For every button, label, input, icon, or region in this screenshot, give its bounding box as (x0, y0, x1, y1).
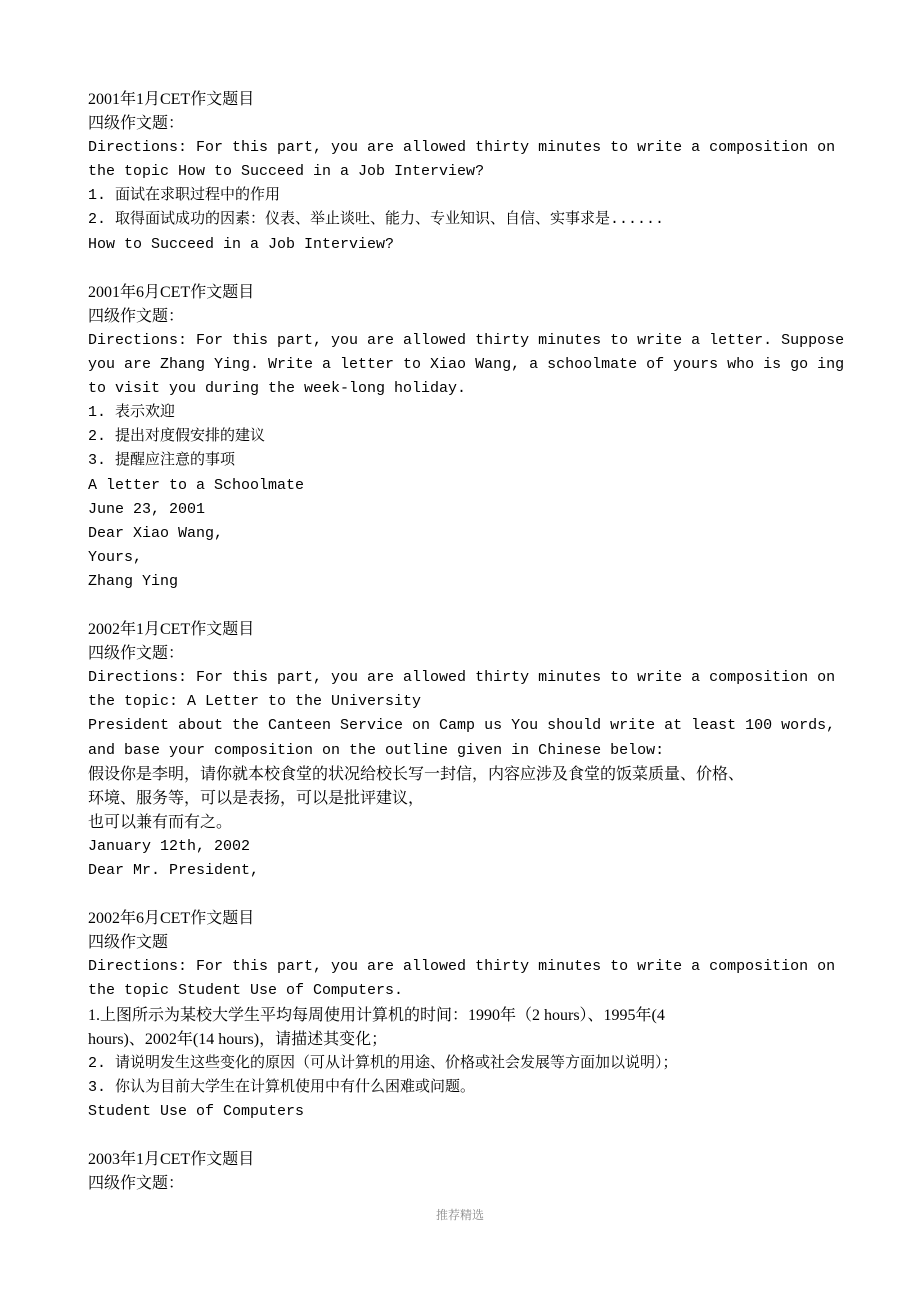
text-line: the topic: A Letter to the University (88, 693, 422, 711)
text-line: 3. 提醒应注意的事项 (88, 452, 236, 470)
text-line: 2. 取得面试成功的因素：仪表、举止谈吐、能力、专业知识、自信、实事求是...... (88, 211, 665, 229)
text-line: 四级作文题： (88, 115, 185, 133)
text-line: 四级作文题 (88, 934, 169, 952)
exam-section (88, 907, 848, 1124)
text-line: President about the Canteen Service on Camp us You should write at least 100 words, (88, 717, 836, 735)
blank-line (88, 257, 848, 281)
section-title: 2003年1月CET作文题目 (88, 1151, 255, 1169)
blank-line (88, 883, 848, 907)
exam-section (88, 281, 848, 594)
exam-section (88, 88, 848, 257)
text-line: Student Use of Computers (88, 1102, 305, 1120)
section-title: 2001年1月CET作文题目 (88, 91, 255, 108)
text-line: Dear Xiao Wang, (88, 524, 224, 542)
text-line: you are Zhang Ying. Write a letter to Xiao Wang, a schoolmate of yours who is go ing (88, 356, 845, 374)
text-line: Directions: For this part, you are allowed thirty minutes to write a composition on (88, 958, 836, 976)
text-line: 2. 请说明发生这些变化的原因（可从计算机的用途、价格或社会发展等方面加以说明）； (88, 1054, 678, 1072)
text-line: 四级作文题： (88, 1175, 185, 1193)
text-line: and base your composition on the outline given in Chinese below: (88, 741, 665, 759)
text-line: 假设你是李明，请你就本校食堂的状况给校长写一封信，内容应涉及食堂的饭菜质量、价格、 (88, 765, 745, 783)
text-line: Yours, (88, 548, 143, 566)
text-line: Directions: For this part, you are allowed thirty minutes to write a composition on (88, 669, 836, 687)
text-line: 2. 提出对度假安排的建议 (88, 428, 266, 446)
text-line: 四级作文题： (88, 307, 185, 325)
text-line: the topic Student Use of Computers. (88, 982, 404, 1000)
text-line: A letter to a Schoolmate (88, 476, 305, 494)
text-line: 也可以兼有而有之。 (88, 813, 233, 831)
section-title: 2002年6月CET作文题目 (88, 910, 255, 928)
text-line: 1.上图所示为某校大学生平均每周使用计算机的时间：1990年（2 hours）、1995年(4 (88, 1006, 665, 1024)
text-line: 3. 你认为目前大学生在计算机使用中有什么困难或问题。 (88, 1078, 476, 1096)
exam-section (88, 618, 848, 883)
text-line: hours)、2002年(14 hours)，请描述其变化； (88, 1030, 388, 1048)
exam-section (88, 1148, 848, 1196)
text-line: June 23, 2001 (88, 500, 206, 518)
text-line: 环境、服务等，可以是表扬，可以是批评建议， (88, 789, 425, 807)
document-body (88, 88, 848, 1196)
blank-line (88, 1124, 848, 1148)
text-line: Directions: For this part, you are allowed thirty minutes to write a composition on (88, 139, 836, 157)
text-line: the topic How to Succeed in a Job Interview? (88, 163, 485, 181)
text-line: Dear Mr. President, (88, 862, 260, 879)
text-line: Directions: For this part, you are allowed thirty minutes to write a letter. Suppose (88, 331, 845, 349)
text-line: January 12th, 2002 (88, 837, 251, 855)
text-line: Zhang Ying (88, 572, 179, 590)
text-line: 1. 表示欢迎 (88, 404, 176, 422)
text-line: 四级作文题： (88, 645, 185, 663)
section-title: 2002年1月CET作文题目 (88, 621, 255, 639)
text-line: 1. 面试在求职过程中的作用 (88, 187, 281, 205)
text-line: How to Succeed in a Job Interview? (88, 235, 395, 253)
page-footer: 推荐精选 (435, 1208, 484, 1222)
section-title: 2001年6月CET作文题目 (88, 283, 255, 301)
blank-line (88, 594, 848, 618)
text-line: to visit you during the week-long holiday. (88, 380, 467, 398)
